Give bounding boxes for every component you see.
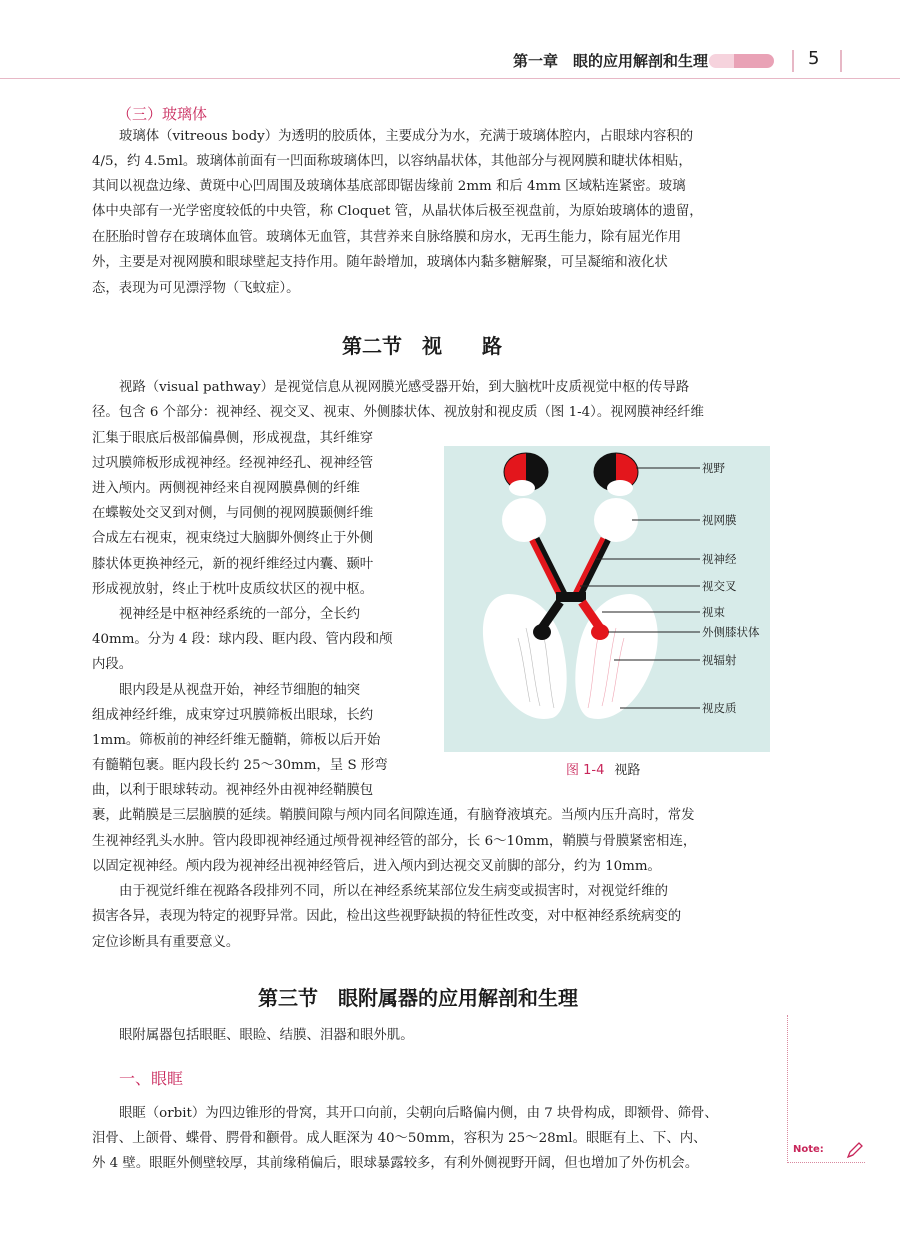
note-underline (787, 1162, 865, 1163)
paragraph-line: 眼眶（orbit）为四边锥形的骨窝，其开口向前，尖朝向后略偏内侧，由 7 块骨构成，即额骨、筛骨、 (119, 1106, 718, 1121)
lens-left (509, 480, 535, 496)
paragraph-line: 内段。 (92, 657, 133, 672)
subheading-orbit: 一、眼眶 (119, 1069, 184, 1088)
label-visual-field: 视野 (702, 461, 725, 475)
optic-nerve-left-red (532, 540, 560, 596)
paragraph-line: 玻璃体（vitreous body）为透明的胶质体，主要成分为水，充满于玻璃体腔内，占眼球内容积的 (119, 129, 694, 144)
paragraph-line: 态，表现为可见漂浮物（飞蚊症）。 (92, 281, 300, 296)
optic-nerve-left-black (537, 538, 565, 594)
page-number: 5 (808, 48, 820, 69)
paragraph-line: 损害各异，表现为特定的视野异常。因此，检出这些视野缺损的特征性改变，对中枢神经系统病变的 (92, 909, 682, 924)
pencil-icon (845, 1140, 865, 1160)
note-label: Note: (793, 1144, 824, 1155)
paragraph-line: 膝状体更换神经元，新的视纤维经过内囊、颞叶 (92, 557, 374, 572)
paragraph-line: 40mm。分为 4 段：球内段、眶内段、管内段和颅 (92, 632, 393, 647)
paragraph-line: 形成视放射，终止于枕叶皮质纹状区的视中枢。 (92, 582, 374, 597)
header-divider-right (840, 50, 842, 72)
paragraph-line: 径。包含 6 个部分：视神经、视交叉、视束、外侧膝状体、视放射和视皮质（图 1-4）。视网膜神经纤维 (92, 405, 704, 420)
paragraph-line: 由于视觉纤维在视路各段排列不同，所以在神经系统某部位发生病变或损害时，对视觉纤维的 (119, 884, 669, 899)
label-retina: 视网膜 (702, 513, 737, 527)
note-area (787, 1140, 867, 1166)
paragraph-line: 视神经是中枢神经系统的一部分，全长约 (119, 607, 361, 622)
paragraph-line: 曲，以利于眼球转动。视神经外由视神经鞘膜包 (92, 783, 374, 798)
paragraph-line: 1mm。筛板前的神经纤维无髓鞘，筛板以后开始 (92, 733, 381, 748)
paragraph-line: 合成左右视束，视束绕过大脑脚外侧终止于外侧 (92, 531, 374, 546)
lgn-right (591, 624, 609, 640)
optic-chiasm (556, 592, 586, 602)
figure-visual-pathway (444, 446, 770, 752)
page-header (0, 44, 900, 79)
header-bar-dark (734, 54, 774, 68)
paragraph-line: 在胚胎时曾存在玻璃体血管。玻璃体无血管，其营养来自脉络膜和房水，无再生能力，除有屈光作用 (92, 230, 682, 245)
paragraph-line: 眼内段是从视盘开始，神经节细胞的轴突 (119, 683, 361, 698)
paragraph-line: 有髓鞘包裹。眶内段长约 25～30mm，呈 S 形弯 (92, 758, 388, 773)
paragraph-line: 进入颅内。两侧视神经来自视网膜鼻侧的纤维 (92, 481, 360, 496)
paragraph-line: 外 4 壁。眼眶外侧壁较厚，其前缘稍偏后，眼球暴露较多，有利外侧视野开阔，但也增加了外伤机会。 (92, 1156, 699, 1171)
label-optic-tract: 视束 (702, 605, 725, 619)
paragraph-line: 4/5，约 4.5ml。玻璃体前面有一凹面称玻璃体凹，以容纳晶状体，其他部分与视网膜和睫状体相贴， (92, 154, 692, 169)
subheading-vitreous: （三）玻璃体 (117, 105, 208, 123)
optic-nerve-right-black (580, 540, 608, 596)
figure-caption-text: 视路 (614, 763, 641, 778)
paragraph-line: 在蝶鞍处交叉到对侧，与同侧的视网膜颞侧纤维 (92, 506, 374, 521)
paragraph-line: 以固定视神经。颅内段为视神经出视神经管后，进入颅内到达视交叉前脚的部分，约为 10mm。 (92, 859, 661, 874)
figure-number: 图 1-4 (566, 763, 605, 778)
lens-right (607, 480, 633, 496)
label-lateral-geniculate: 外侧膝状体 (702, 625, 760, 639)
figure-caption (566, 759, 640, 778)
paragraph-line: 眼附属器包括眼眶、眼睑、结膜、泪器和眼外肌。 (119, 1028, 414, 1043)
paragraph-line: 定位诊断具有重要意义。 (92, 935, 240, 950)
paragraph-line: 其间以视盘边缘、黄斑中心凹周围及玻璃体基底部即锯齿缘前 2mm 和后 4mm 区域粘连紧密。玻璃 (92, 179, 686, 194)
paragraph-line: 组成神经纤维，成束穿过巩膜筛板出眼球，长约 (92, 708, 374, 723)
section-title-visual-pathway: 第二节 视 路 (342, 334, 502, 358)
paragraph-line: 裹，此鞘膜是三层脑膜的延续。鞘膜间隙与颅内同名间隙连通，有脑脊液填充。当颅内压升高时，常发 (92, 808, 695, 823)
paragraph-line: 泪骨、上颌骨、蝶骨、腭骨和颧骨。成人眶深为 40～50mm，容积为 25～28ml。眼眶有上、下、内、 (92, 1131, 707, 1146)
paragraph-line: 汇集于眼底后极部偏鼻侧，形成视盘，其纤维穿 (92, 431, 374, 446)
paragraph-line: 视路（visual pathway）是视觉信息从视网膜光感受器开始，到大脑枕叶皮质视觉中枢的传导路 (119, 380, 690, 395)
eyeball-left (502, 498, 546, 542)
header-divider (792, 50, 794, 72)
label-optic-chiasm: 视交叉 (702, 579, 737, 593)
label-optic-radiation: 视辐射 (702, 653, 737, 667)
chapter-title: 第一章 眼的应用解剖和生理 (513, 52, 709, 70)
eyeball-right (594, 498, 638, 542)
lgn-left (533, 624, 551, 640)
paragraph-line: 体中央部有一光学密度较低的中央管，称 Cloquet 管，从晶状体后极至视盘前，为原始玻璃体的遗留， (92, 204, 703, 219)
label-optic-nerve: 视神经 (702, 552, 737, 566)
paragraph-line: 生视神经乳头水肿。管内段即视神经通过颅骨视神经管的部分，长 6～10mm，鞘膜与骨膜紧密相连， (92, 834, 697, 849)
section-title-adnexa: 第三节 眼附属器的应用解剖和生理 (258, 986, 578, 1010)
label-visual-cortex: 视皮质 (702, 701, 737, 715)
paragraph-line: 过巩膜筛板形成视神经。经视神经孔、视神经管 (92, 456, 374, 471)
paragraph-line: 外，主要是对视网膜和眼球壁起支持作用。随年龄增加，玻璃体内黏多糖解聚，可呈凝缩和液化状 (92, 255, 668, 270)
